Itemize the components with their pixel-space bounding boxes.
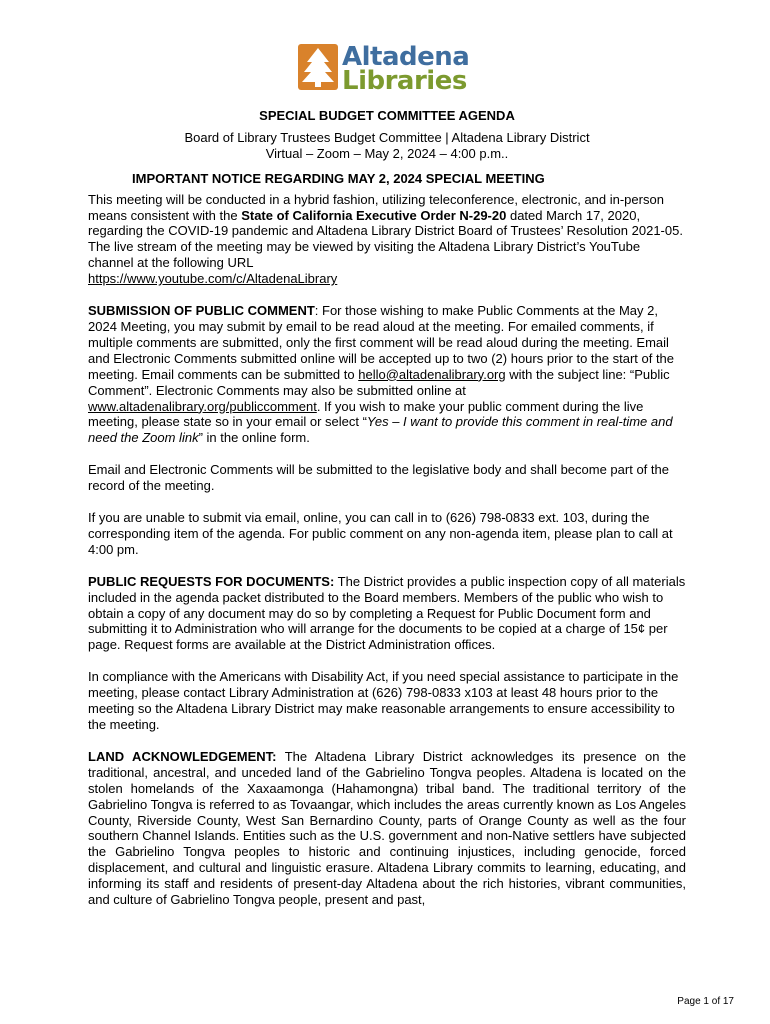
public-comment-link[interactable]: www.altadenalibrary.org/publiccomment [88,398,317,414]
intro-paragraph: This meeting will be conducted in a hybrid fashion, utilizing teleconference, electronic, and in-person means consistent with the State of California Executive Order N-29-20 dated March 17, 2020, regarding the COVID-19 pandemic and Altadena Library District Board of Trustees’ Resolution 2021-05. The live stream of the meeting may be viewed by visiting the Altadena Library District’s YouTube channel at the following URL https://www.youtube.com/c/AltadenaLibrary [88,191,683,287]
zoom-option-text: Yes – I want to provide this comment in real-time and need the Zoom link [88,414,673,446]
agenda-title: SPECIAL BUDGET COMMITTEE AGENDA [259,108,515,123]
logo-word-libraries: Libraries [342,66,467,96]
meeting-time-line: Virtual – Zoom – May 2, 2024 – 4:00 p.m.. [265,145,509,161]
youtube-link[interactable]: https://www.youtube.com/c/AltadenaLibrary [88,271,338,287]
public-requests-label: PUBLIC REQUESTS FOR DOCUMENTS: [88,573,335,589]
executive-order: State of California Executive Order N-29-20 [241,207,507,223]
ada-paragraph: In compliance with the Americans with Disability Act, if you need special assistance to participate in the meeting, please contact Library Administration at (626) 798-0833 x103 at least 48 hours prior to the meeting so the Altadena Library District may make reasonable arrangements to ensure accessibility to the meeting. [88,669,679,732]
page-number: Page 1 of 17 [677,996,734,1007]
public-comment-paragraph: SUBMISSION OF PUBLIC COMMENT: For those wishing to make Public Comments at the May 2, 2024 Meeting, you may submit by email to be read aloud at the meeting. For emailed comments, if multiple comments are submitted, only the first comment will be read aloud during the meeting. Email and Electronic Comments submitted online will be accepted up to two (2) hours prior to the start of the meeting. Email comments can be submitted to hello@altadenalibrary.org with the subject line: “Public Comment”. Electronic Comments may also be submitted online at www.altadenalibrary.org/publiccomment. If you wish to make your public comment during the live meeting, please state so in your email or select “Yes – I want to provide this comment in real-time and need the Zoom link” in the online form. [88,303,675,446]
call-in-paragraph: If you are unable to submit via email, online, you can call in to (626) 798-0833 ext. 103, during the corresponding item of the agenda. For public comment on any non-agenda item, please plan to call at 4:00 pm. [88,510,673,557]
tree-logo-icon [298,44,338,90]
agenda-page [88,108,686,908]
public-requests-paragraph: PUBLIC REQUESTS FOR DOCUMENTS: The District provides a public inspection copy of all materials included in the agenda packet distributed to the Board members. Members of the public who wish to obtain a copy of any document may do so by completing a Request for Public Document form and submitting it to Administration who will arrange for the documents to be copied at a charge of 15¢ per page. Request forms are available at the District Administration offices. [88,573,686,653]
public-comment-label: SUBMISSION OF PUBLIC COMMENT [88,303,315,319]
land-acknowledgement-paragraph: LAND ACKNOWLEDGEMENT: The Altadena Library District acknowledges its presence on the traditional, ancestral, and unceded land of the Gabrielino Tongva peoples. Altadena is located on the stolen homelands of the Xaxaamonga (Hahamongna) tribal band. The traditional territory of the Gabrielino Tongva is referred to as Tovaangar, which includes the areas currently known as Los Angeles County, Riverside County, West San Bernardino County, parts of Orange County as well as the four southern Channel Islands. Entities such as the U.S. government and non-Native settlers have subjected the Gabrielino Tongva peoples to historic and continuing injustices, including genocide, forced displacement, and cultural and linguistic erasure. Altadena Library commits to learning, educating, and informing its staff and residents of present-day Altadena about the rich histories, vibrant communities, and culture of Gabrielino Tongva people, present and past, [88,748,686,908]
committee-line: Board of Library Trustees Budget Committee | Altadena Library District [184,129,590,145]
altadena-libraries-logo [298,44,473,94]
logo-word-altadena: Altadena [342,42,470,72]
email-link[interactable]: hello@altadenalibrary.org [358,366,506,382]
email-comments-paragraph: Email and Electronic Comments will be submitted to the legislative body and shall become part of the record of the meeting. [88,462,669,494]
notice-heading: IMPORTANT NOTICE REGARDING MAY 2, 2024 SPECIAL MEETING [132,170,545,186]
land-acknowledgement-label: LAND ACKNOWLEDGEMENT: [88,748,277,764]
